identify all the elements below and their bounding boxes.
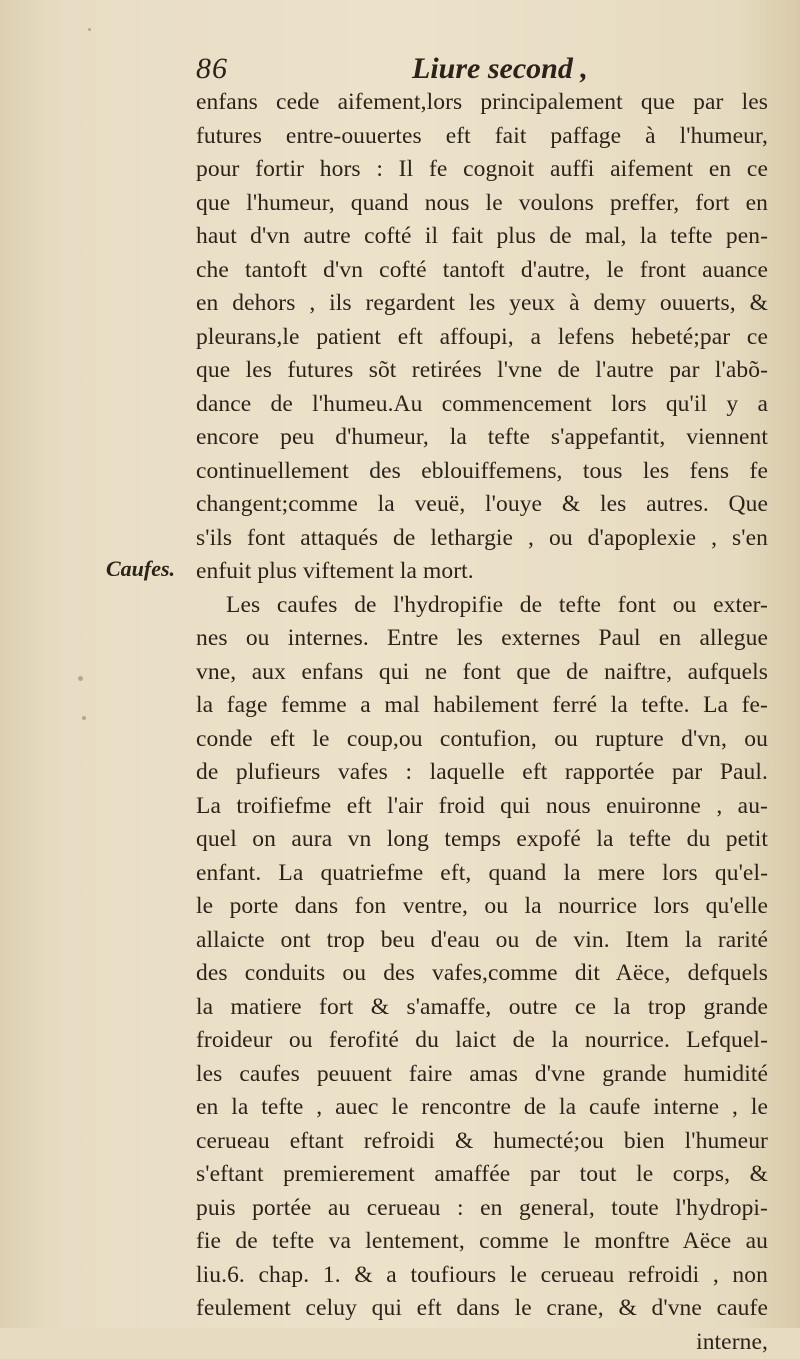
text-line: futures entre-ouuertes eft fait paffage à l'humeur, [196, 120, 768, 154]
text-line: dance de l'humeu.Au commencement lors qu'il y a [196, 388, 768, 422]
text-line: feulement celuy qui eft dans le crane, & d'vne caufe [196, 1292, 768, 1326]
text-line: des conduits ou des vafes,comme dit Aëce, defquels [196, 957, 768, 991]
text-line: en la tefte , auec le rencontre de la caufe interne , le [196, 1091, 768, 1125]
text-line: liu.6. chap. 1. & a toufiours le cerueau refroidi , non [196, 1259, 768, 1293]
text-line: puis portée au cerueau : en general, toute l'hydropi- [196, 1192, 768, 1226]
text-line: haut d'vn autre cofté il fait plus de mal, la tefte pen- [196, 220, 768, 254]
text-line: le porte dans fon ventre, ou la nourrice lors qu'elle [196, 890, 768, 924]
page-number: 86 [196, 52, 228, 86]
text-line: changent;comme la veuë, l'ouye & les autres. Que [196, 488, 768, 522]
ink-spot [78, 676, 83, 681]
margin-note: Caufes. [106, 556, 175, 582]
text-line: che tantoft d'vn cofté tantoft d'autre, le front auance [196, 254, 768, 288]
text-line: pleurans,le patient eft affoupi, a lefens hebeté;par ce [196, 321, 768, 355]
text-line: la fage femme a mal habilement ferré la tefte. La fe- [196, 689, 768, 723]
text-line: enfant. La quatriefme eft, quand la mere lors qu'el- [196, 857, 768, 891]
text-line: encore peu d'humeur, la tefte s'appefantit, viennent [196, 421, 768, 455]
text-line: quel on aura vn long temps expofé la tefte du petit [196, 823, 768, 857]
text-line: la matiere fort & s'amaffe, outre ce la trop grande [196, 991, 768, 1025]
text-line: s'ils font attaqués de lethargie , ou d'apoplexie , s'en [196, 522, 768, 556]
text-line: en dehors , ils regardent les yeux à demy ouuerts, & [196, 287, 768, 321]
catchword: interne, [196, 1326, 768, 1359]
text-line: que les futures sõt retirées l'vne de l'autre par l'abõ- [196, 354, 768, 388]
text-line: froideur ou ferofité du laict de la nourrice. Lefquel- [196, 1024, 768, 1058]
text-line: cerueau eftant refroidi & humecté;ou bien l'humeur [196, 1125, 768, 1159]
text-line: allaicte ont trop beu d'eau ou de vin. Item la rarité [196, 924, 768, 958]
text-line: enfans cede aifement,lors principalement que par les [196, 86, 768, 120]
text-line: fie de tefte va lentement, comme le monftre Aëce au [196, 1225, 768, 1259]
text-line: s'eftant premierement amaffée par tout le corps, & [196, 1158, 768, 1192]
text-line: continuellement des eblouiffemens, tous les fens fe [196, 455, 768, 489]
body-text [196, 86, 768, 1359]
text-line: pour fortir hors : Il fe cognoit auffi aifement en ce [196, 153, 768, 187]
text-line: nes ou internes. Entre les externes Paul en allegue [196, 622, 768, 656]
text-line: que l'humeur, quand nous le voulons preffer, fort en [196, 187, 768, 221]
text-line: vne, aux enfans qui ne font que de naiftre, aufquels [196, 656, 768, 690]
text-line: enfuit plus viftement la mort. [196, 555, 768, 589]
running-title: Liure second , [412, 52, 588, 86]
text-line: conde eft le coup,ou contufion, ou rupture d'vn, ou [196, 723, 768, 757]
text-line: de plufieurs vafes : laquelle eft rapportée par Paul. [196, 756, 768, 790]
ink-spot [88, 28, 91, 31]
text-line: les caufes peuuent faire amas d'vne grande humidité [196, 1058, 768, 1092]
paragraph-first-line: Les caufes de l'hydropifie de tefte font ou exter- [196, 589, 768, 623]
text-line: La troifiefme eft l'air froid qui nous enuironne , au- [196, 790, 768, 824]
ink-spot [82, 716, 86, 720]
